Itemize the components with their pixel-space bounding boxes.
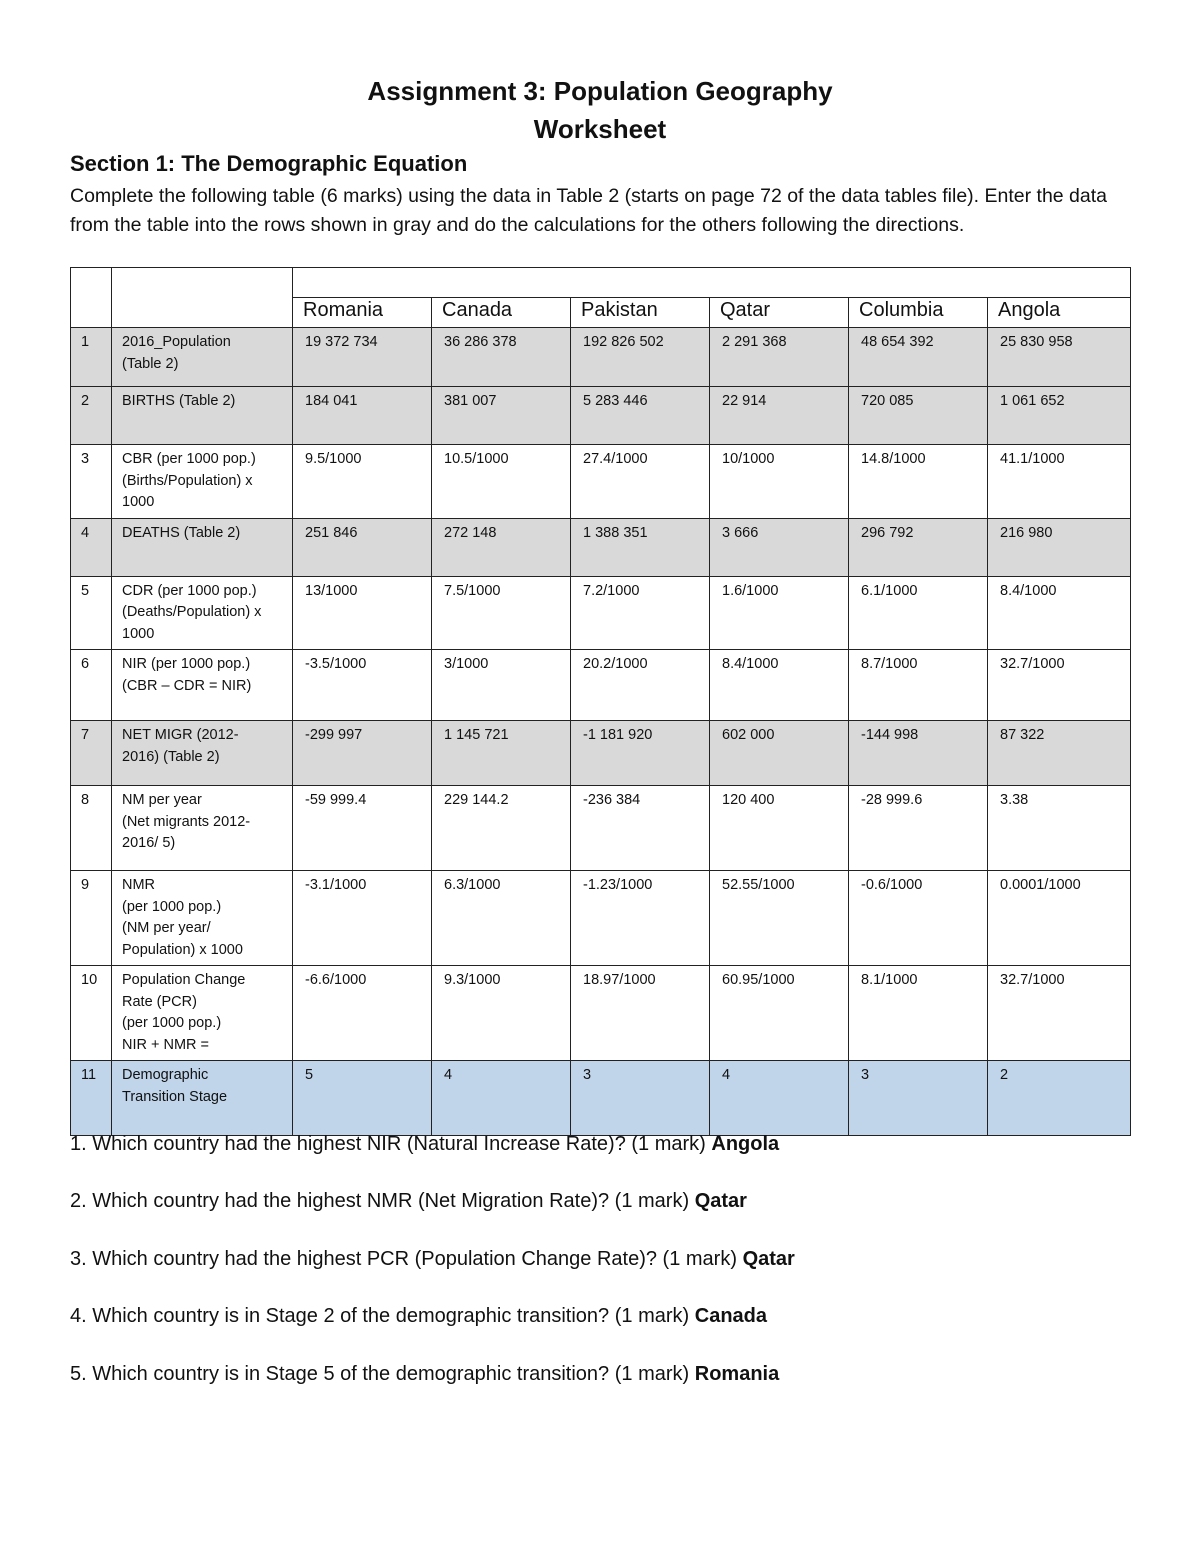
table-cell: 229 144.2: [432, 786, 571, 871]
table-cell: 2: [988, 1061, 1131, 1136]
table-cell: 251 846: [293, 518, 432, 576]
demographic-table: [70, 267, 1131, 1136]
table-cell: 22 914: [710, 387, 849, 445]
question-text: 5. Which country is in Stage 5 of the demographic transition? (1 mark): [70, 1363, 695, 1385]
row-label: NM per year (Net migrants 2012- 2016/ 5): [112, 786, 293, 871]
table-cell: 296 792: [849, 518, 988, 576]
table-cell: 10.5/1000: [432, 445, 571, 519]
table-cell: -236 384: [571, 786, 710, 871]
table-cell: 0.0001/1000: [988, 871, 1131, 966]
question-item: [70, 1248, 795, 1271]
table-cell: -1 181 920: [571, 721, 710, 786]
table-cell: 7.2/1000: [571, 576, 710, 650]
country-header: Qatar: [710, 298, 849, 328]
table-cell: -28 999.6: [849, 786, 988, 871]
table-cell: 8.4/1000: [988, 576, 1131, 650]
row-number: 8: [71, 786, 112, 871]
row-label: Population Change Rate (PCR) (per 1000 pop.) NIR + NMR =: [112, 966, 293, 1061]
table-row: [71, 328, 1131, 387]
table-cell: 6.3/1000: [432, 871, 571, 966]
table-cell: 41.1/1000: [988, 445, 1131, 519]
table-cell: 32.7/1000: [988, 966, 1131, 1061]
table-cell: 9.3/1000: [432, 966, 571, 1061]
header-label-cell: [112, 268, 293, 328]
table-cell: 1 061 652: [988, 387, 1131, 445]
section-heading: Section 1: The Demographic Equation: [70, 151, 468, 176]
table-row: [71, 1061, 1131, 1136]
table-cell: 8.1/1000: [849, 966, 988, 1061]
question-item: [70, 1305, 767, 1328]
table-cell: 720 085: [849, 387, 988, 445]
table-cell: 36 286 378: [432, 328, 571, 387]
table-row: [71, 721, 1131, 786]
row-number: 9: [71, 871, 112, 966]
table-cell: -144 998: [849, 721, 988, 786]
table-cell: -6.6/1000: [293, 966, 432, 1061]
question-answer: Qatar: [742, 1248, 795, 1270]
table-cell: 2 291 368: [710, 328, 849, 387]
question-answer: Canada: [694, 1305, 767, 1327]
table-cell: 19 372 734: [293, 328, 432, 387]
row-number: 10: [71, 966, 112, 1061]
row-label: NIR (per 1000 pop.) (CBR – CDR = NIR): [112, 650, 293, 721]
country-header: Romania: [293, 298, 432, 328]
row-number: 4: [71, 518, 112, 576]
row-label: 2016_Population (Table 2): [112, 328, 293, 387]
row-label: CBR (per 1000 pop.) (Births/Population) x 1000: [112, 445, 293, 519]
table-header-blank-row: [71, 268, 1131, 298]
header-num-cell: [71, 268, 112, 328]
document-title: Assignment 3: Population Geography: [367, 76, 833, 106]
table-cell: 1 145 721: [432, 721, 571, 786]
table-row: [71, 576, 1131, 650]
table-cell: 1.6/1000: [710, 576, 849, 650]
table-cell: 7.5/1000: [432, 576, 571, 650]
document-subtitle: Worksheet: [533, 114, 667, 144]
row-number: 2: [71, 387, 112, 445]
question-answer: Romania: [694, 1363, 780, 1385]
table-cell: 18.97/1000: [571, 966, 710, 1061]
table-cell: 216 980: [988, 518, 1131, 576]
section-intro: Complete the following table (6 marks) using the data in Table 2 (starts on page 72 of the data tables file). Enter the data from the table into the rows shown in gray and do the calculations for the others following the directions.: [70, 185, 1108, 236]
table-row: [71, 445, 1131, 519]
table-cell: -0.6/1000: [849, 871, 988, 966]
question-text: 3. Which country had the highest PCR (Population Change Rate)? (1 mark): [70, 1248, 743, 1270]
table-cell: 381 007: [432, 387, 571, 445]
table-cell: 32.7/1000: [988, 650, 1131, 721]
table-cell: 272 148: [432, 518, 571, 576]
country-header: Canada: [432, 298, 571, 328]
country-header: Pakistan: [571, 298, 710, 328]
table-cell: -299 997: [293, 721, 432, 786]
table-cell: 10/1000: [710, 445, 849, 519]
table-cell: 60.95/1000: [710, 966, 849, 1061]
table-row: [71, 966, 1131, 1061]
table-cell: 25 830 958: [988, 328, 1131, 387]
question-text: 4. Which country is in Stage 2 of the demographic transition? (1 mark): [70, 1305, 695, 1327]
table-cell: 8.4/1000: [710, 650, 849, 721]
question-item: [70, 1190, 747, 1213]
row-number: 11: [71, 1061, 112, 1136]
row-label: NET MIGR (2012- 2016) (Table 2): [112, 721, 293, 786]
table-cell: 4: [432, 1061, 571, 1136]
table-cell: 87 322: [988, 721, 1131, 786]
row-number: 5: [71, 576, 112, 650]
table-cell: 3/1000: [432, 650, 571, 721]
table-row: [71, 786, 1131, 871]
row-number: 6: [71, 650, 112, 721]
table-cell: -3.1/1000: [293, 871, 432, 966]
question-text: 2. Which country had the highest NMR (Net Migration Rate)? (1 mark): [70, 1190, 695, 1212]
table-cell: 8.7/1000: [849, 650, 988, 721]
table-cell: 9.5/1000: [293, 445, 432, 519]
row-label: NMR (per 1000 pop.) (NM per year/ Population) x 1000: [112, 871, 293, 966]
question-item: [70, 1133, 779, 1156]
question-item: [70, 1363, 779, 1386]
table-cell: 14.8/1000: [849, 445, 988, 519]
table-cell: 13/1000: [293, 576, 432, 650]
table-cell: 52.55/1000: [710, 871, 849, 966]
table-row: [71, 387, 1131, 445]
table-cell: 5: [293, 1061, 432, 1136]
row-label: DEATHS (Table 2): [112, 518, 293, 576]
table-cell: 27.4/1000: [571, 445, 710, 519]
question-answer: Angola: [711, 1133, 780, 1155]
table-cell: 3: [849, 1061, 988, 1136]
table-row: [71, 650, 1131, 721]
table-cell: 48 654 392: [849, 328, 988, 387]
table-cell: 120 400: [710, 786, 849, 871]
question-answer: Qatar: [694, 1190, 747, 1212]
row-label: CDR (per 1000 pop.) (Deaths/Population) x 1000: [112, 576, 293, 650]
table-cell: 3.38: [988, 786, 1131, 871]
table-cell: 1 388 351: [571, 518, 710, 576]
row-label: BIRTHS (Table 2): [112, 387, 293, 445]
table-cell: 184 041: [293, 387, 432, 445]
table-cell: -1.23/1000: [571, 871, 710, 966]
country-header: Columbia: [849, 298, 988, 328]
row-label: Demographic Transition Stage: [112, 1061, 293, 1136]
table-cell: 6.1/1000: [849, 576, 988, 650]
table-cell: 5 283 446: [571, 387, 710, 445]
table-cell: -59 999.4: [293, 786, 432, 871]
table-cell: 20.2/1000: [571, 650, 710, 721]
country-header: Angola: [988, 298, 1131, 328]
row-number: 7: [71, 721, 112, 786]
table-cell: -3.5/1000: [293, 650, 432, 721]
table-row: [71, 871, 1131, 966]
table-cell: 3 666: [710, 518, 849, 576]
header-span-cell: [293, 268, 1131, 298]
question-text: 1. Which country had the highest NIR (Natural Increase Rate)? (1 mark): [70, 1133, 712, 1155]
table-cell: 602 000: [710, 721, 849, 786]
row-number: 1: [71, 328, 112, 387]
row-number: 3: [71, 445, 112, 519]
table-row: [71, 518, 1131, 576]
table-cell: 192 826 502: [571, 328, 710, 387]
table-cell: 4: [710, 1061, 849, 1136]
table-cell: 3: [571, 1061, 710, 1136]
